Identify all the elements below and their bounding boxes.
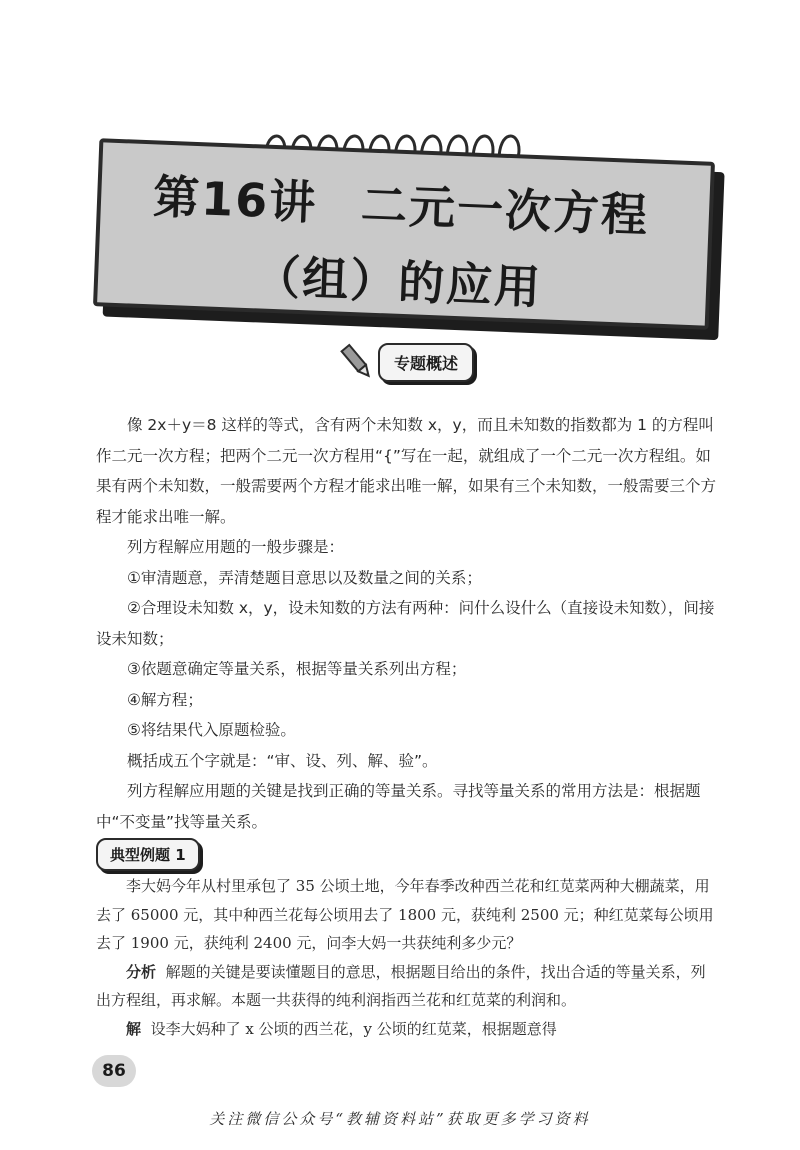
page-number: 86	[92, 1055, 136, 1087]
analysis-text: 解题的关键是要读懂题目的意思，根据题目给出的条件，找出合适的等量关系，列出方程组，再求解。本题一共获得的纯利润指西兰花和红苋菜的利润和。	[96, 962, 706, 1009]
example-badge: 典型例题 1	[96, 838, 200, 871]
footer-note: 关注微信公众号“教辅资料站”获取更多学习资料	[209, 1110, 591, 1128]
example-analysis	[96, 958, 716, 1015]
section-badge	[340, 342, 474, 382]
chapter-title-line2: （组）的应用	[253, 249, 544, 315]
chapter-number: 第16讲	[152, 169, 319, 230]
overview-paragraph: 列方程解应用题的关键是找到正确的等量关系。寻找等量关系的常用方法是：根据题中“不变量”找等量关系。	[96, 782, 701, 831]
example-problem: 李大妈今年从村里承包了 35 公顷土地，今年春季改种西兰花和红苋菜两种大棚蔬菜，用去了 65000 元，其中种西兰花每公顷用去了 1800 元，获纯利 2500 元；种红苋菜每公顷用去了 1900 元，获纯利 2400 元，问李大妈一共获纯利多少元？	[96, 877, 714, 952]
pencil-icon	[340, 342, 374, 382]
step-item: ③依题意确定等量关系，根据等量关系列出方程；	[127, 660, 467, 678]
overview-paragraph: 概括成五个字就是：“审、设、列、解、验”。	[127, 751, 438, 770]
step-item: ②合理设未知数 x，y，设未知数的方法有两种：问什么设什么（直接设未知数），间接设未知数；	[96, 599, 715, 648]
solution-label: 解	[126, 1019, 142, 1038]
step-item: ④解方程；	[127, 690, 203, 709]
overview-paragraph: 像 2x＋y＝8 这样的等式，含有两个未知数 x，y，而且未知数的指数都为 1 的方程叫作二元一次方程；把两个二元一次方程用“{”写在一起，就组成了一个二元一次方程组。如果有两个未知数，一般需要两个方程才能求出唯一解，如果有三个未知数，一般需要三个方程才能求出唯一解。	[96, 416, 717, 526]
solution-text: 设李大妈种了 x 公顷的西兰花，y 公顷的红苋菜，根据题意得	[150, 1019, 557, 1038]
example-solution	[96, 1015, 716, 1044]
step-item: ⑤将结果代入原题检验。	[127, 721, 296, 739]
section-title: 专题概述	[378, 343, 474, 382]
step-item: ①审清题意，弄清楚题目意思以及数量之间的关系；	[127, 568, 482, 587]
analysis-label: 分析	[126, 962, 157, 981]
overview-paragraph: 列方程解应用题的一般步骤是：	[127, 538, 345, 556]
chapter-title-line1: 二元一次方程	[360, 177, 650, 243]
overview-text	[96, 410, 716, 837]
example-content	[96, 872, 716, 1043]
chapter-title	[93, 146, 706, 323]
